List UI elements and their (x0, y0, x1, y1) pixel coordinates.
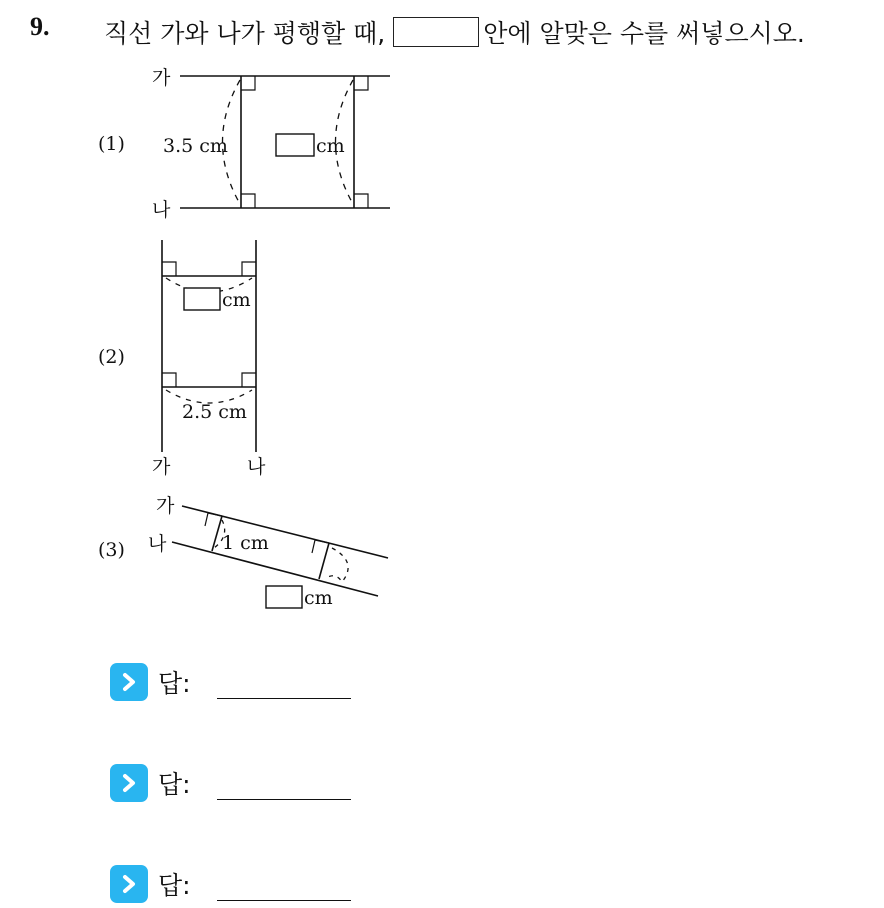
answer-blank-line[interactable] (217, 900, 351, 901)
answer-label: 답: (158, 669, 191, 698)
answer-blank-line[interactable] (217, 698, 351, 699)
answer-row-3 (110, 865, 351, 903)
p1-given-length: 3.5 cm (163, 135, 228, 157)
p3-perp-right (319, 543, 329, 579)
p2-right-angle-marks (162, 262, 256, 387)
p1-label-na: 나 (152, 199, 171, 221)
p3-label-na: 나 (148, 533, 167, 555)
p3-answer-box (266, 586, 302, 608)
p3-label-ga: 가 (156, 495, 175, 517)
p1-answer-box (276, 134, 314, 156)
p1-part-label: (1) (98, 133, 125, 155)
p2-label-ga: 가 (152, 456, 171, 478)
answer-label: 답: (158, 871, 191, 900)
chevron-right-icon (110, 764, 148, 802)
p3-part-label: (3) (98, 539, 125, 561)
p1-unknown-unit: cm (316, 135, 345, 157)
chevron-right-icon (110, 865, 148, 903)
p2-given-length: 2.5 cm (182, 401, 247, 423)
question-text-before: 직선 가와 나가 평행할 때, (104, 19, 386, 48)
chevron-right-icon (110, 663, 148, 701)
answer-row-2 (110, 764, 351, 802)
p2-answer-box (184, 288, 220, 310)
p3-dashed-arc-right (326, 548, 348, 582)
p2-part-label: (2) (98, 346, 125, 368)
p1-label-ga: 가 (152, 67, 171, 89)
p3-given-length: 1 cm (222, 532, 269, 554)
p2-unknown-unit: cm (222, 289, 251, 311)
answer-blank-line[interactable] (217, 799, 351, 800)
p2-label-na: 나 (247, 456, 266, 478)
answer-label: 답: (158, 770, 191, 799)
question-text-after: 안에 알맞은 수를 써넣으시오. (483, 19, 805, 48)
answer-row-1 (110, 663, 351, 701)
p3-unknown-unit: cm (304, 587, 333, 609)
question-number: 9. (30, 12, 50, 41)
